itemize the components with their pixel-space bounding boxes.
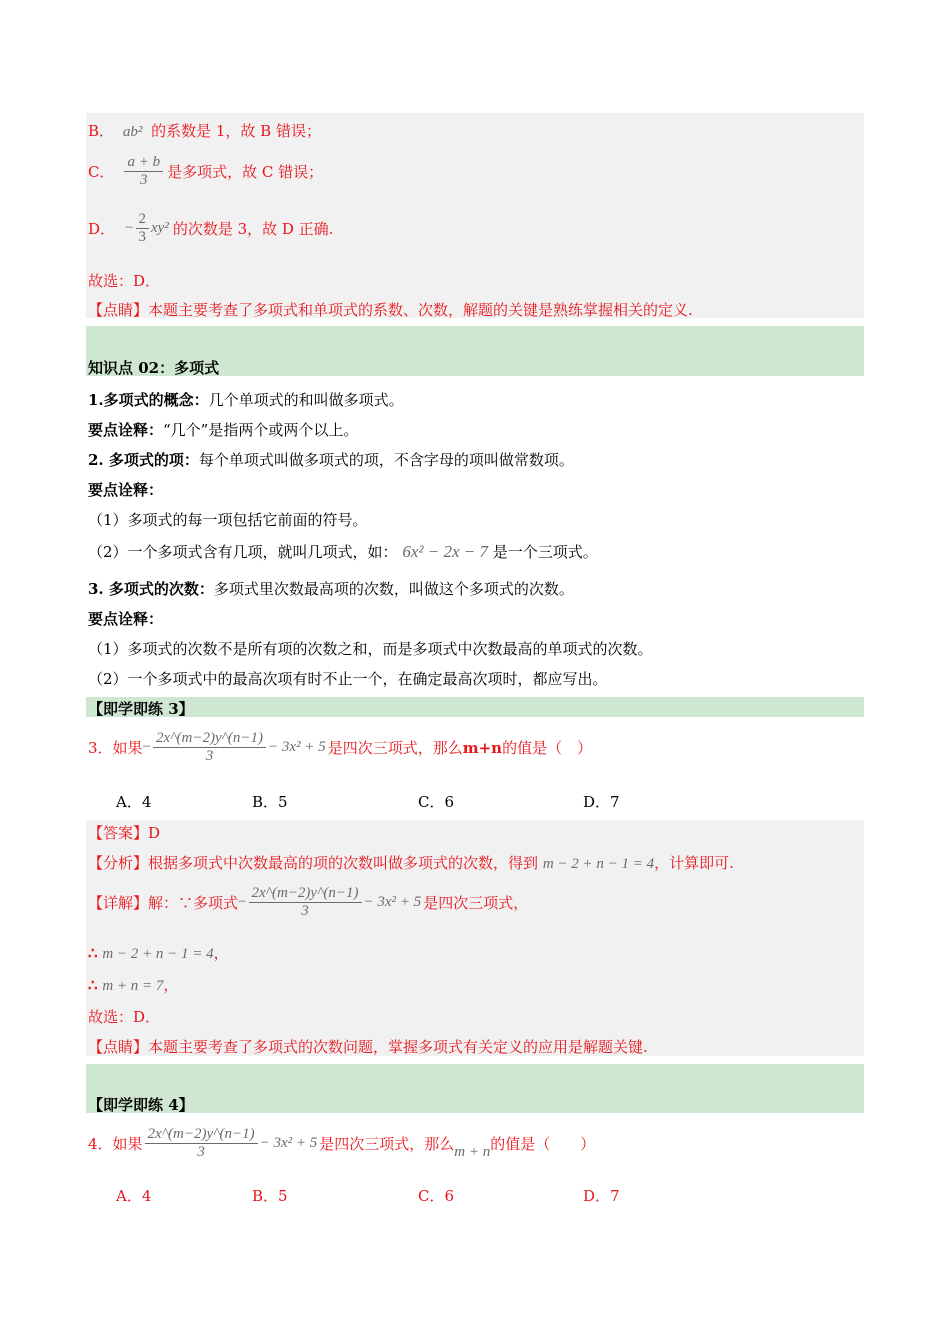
- note-heading: 要点诠释：: [88, 610, 164, 628]
- fraction: $\frac{2x\^{}(m-2)y\^{}(n-1)}{3}$: [249, 885, 362, 920]
- solution-choice: 故选：D．: [88, 272, 161, 290]
- solution-line-b: B． ab² 的系数是 1，故 B 错误；: [88, 122, 321, 140]
- fraction: $\frac{a + b}{3}$: [124, 154, 163, 189]
- practice3-bar: [86, 697, 864, 717]
- option-a[interactable]: A．4: [116, 1187, 152, 1205]
- analysis-line: 【分析】根据多项式中次数最高的项的次数叫做多项式的次数，得到 m − 2 + n − 1 = 4，计算即可.: [88, 854, 734, 872]
- practice3-tag: 【即学即练 3】: [88, 700, 194, 718]
- concept-paragraph: 1.多项式的概念：几个单项式的和叫做多项式。: [88, 391, 404, 409]
- option-b[interactable]: B．5: [252, 1187, 288, 1205]
- solution-line-d: D． − $\frac{2}{3}$ xy² 的次数是 3，故 D 正确.: [88, 211, 334, 245]
- step-line: ∴ m + n = 7，: [88, 976, 179, 994]
- practice3-question: 3．如果 − $\frac{2x\^{}(m-2)y\^{}(n-1)}{3}$ − 3x² + 5 是四次三项式，那么 m + n 的值是（ ）: [88, 730, 593, 764]
- option-c[interactable]: C．6: [418, 793, 455, 811]
- practice4-tag: 【即学即练 4】: [88, 1096, 194, 1114]
- note-heading: 要点诠释：: [88, 481, 164, 499]
- degree-paragraph: 3. 多项式的次数：多项式里次数最高项的次数，叫做这个多项式的次数。: [88, 580, 574, 598]
- option-d[interactable]: D．7: [583, 793, 620, 811]
- note-item: （2）一个多项式含有几项，就叫几项式，如： 6x² − 2x − 7 是一个三项式。: [88, 542, 598, 561]
- note-item: （1）多项式的次数不是所有项的次数之和，而是多项式中次数最高的单项式的次数。: [88, 640, 653, 658]
- knowledge-heading: 知识点 02：多项式: [88, 359, 220, 377]
- practice3-choice: 故选：D．: [88, 1008, 161, 1026]
- practice4-bar: [86, 1064, 864, 1113]
- note-item: （1）多项式的每一项包括它前面的符号。: [88, 511, 368, 529]
- option-c[interactable]: C．6: [418, 1187, 455, 1205]
- solution-line-c: C． $\frac{a + b}{3}$ 是多项式，故 C 错误；: [88, 154, 324, 188]
- note-item: （2）一个多项式中的最高次项有时不止一个，在确定最高次项时，都应写出。: [88, 670, 608, 688]
- option-b[interactable]: B．5: [252, 793, 288, 811]
- term-paragraph: 2. 多项式的项：每个单项式叫做多项式的项，不含字母的项叫做常数项。: [88, 451, 574, 469]
- option-a[interactable]: A．4: [116, 793, 152, 811]
- practice3-comment: 【点睛】本题主要考查了多项式的次数问题，掌握多项式有关定义的应用是解题关键.: [88, 1038, 648, 1056]
- answer-line: 【答案】D: [88, 824, 161, 842]
- solution-comment: 【点睛】本题主要考查了多项式和单项式的系数、次数，解题的关键是熟练掌握相关的定义.: [88, 301, 693, 319]
- fraction: $\frac{2x\^{}(m-2)y\^{}(n-1)}{3}$: [153, 730, 266, 765]
- fraction: $\frac{2x\^{}(m-2)y\^{}(n-1)}{3}$: [145, 1126, 258, 1161]
- note-paragraph: 要点诠释：“几个”是指两个或两个以上。: [88, 421, 359, 439]
- step-line: ∴ m − 2 + n − 1 = 4，: [88, 944, 229, 962]
- fraction: $\frac{2}{3}$: [136, 211, 150, 246]
- option-d[interactable]: D．7: [583, 1187, 620, 1205]
- practice4-question: 4．如果 $\frac{2x\^{}(m-2)y\^{}(n-1)}{3}$ − 3x² + 5 是四次三项式，那么 m + n 的值是（ ）: [88, 1126, 596, 1160]
- detail-line: 【详解】 解：∵多项式 − $\frac{2x\^{}(m-2)y\^{}(n-1)}{3}$ − 3x² + 5 是四次三项式，: [88, 885, 529, 919]
